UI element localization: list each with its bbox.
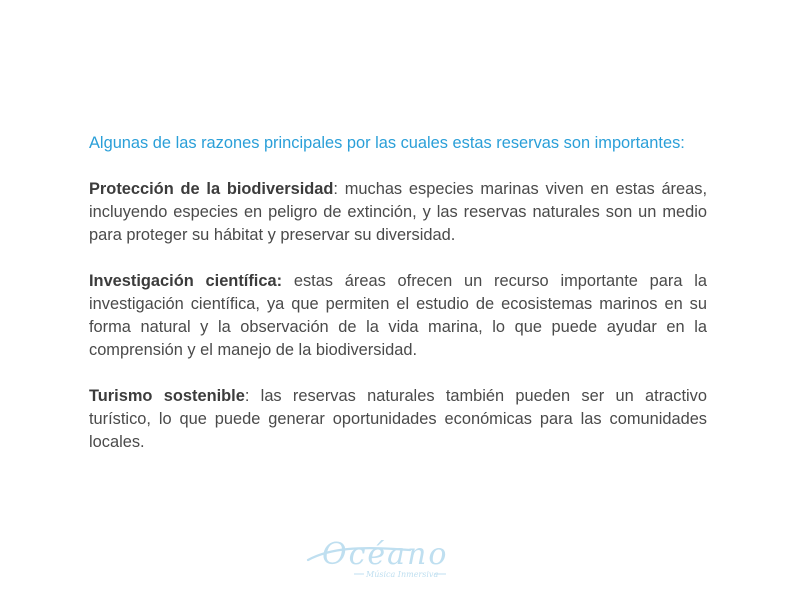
term-research: Investigación científica: <box>89 272 283 290</box>
paragraph-tourism <box>89 385 707 454</box>
term-tourism: Turismo sostenible <box>89 387 245 405</box>
term-biodiversity: Protección de la biodiversidad <box>89 180 334 198</box>
text-research: estas áreas ofrecen un recurso importante para la investigación científica, ya que permiten el estudio de ecosistemas marinos en su forma natural y la observación de la vida marina, lo que puede ayudar en la comprensión y el manejo de la biodiversidad. <box>89 272 708 359</box>
paragraph-biodiversity <box>89 178 707 247</box>
paragraph-research <box>89 270 707 362</box>
logo-name: Océano <box>322 537 449 572</box>
text-tourism: : las reservas naturales también pueden ser un atractivo turístico, lo que puede generar oportunidades económicas para las comunidades locales. <box>89 387 707 451</box>
section-heading: Algunas de las razones principales por las cuales estas reservas son importantes: <box>89 134 685 152</box>
text-biodiversity: : muchas especies marinas viven en estas áreas, incluyendo especies en peligro de extinción, y las reservas naturales son un medio para proteger su hábitat y preservar su diversidad. <box>89 180 707 244</box>
document-body <box>89 132 707 477</box>
oceano-logo <box>300 534 490 584</box>
logo-tagline: Música Inmersiva <box>366 570 439 579</box>
